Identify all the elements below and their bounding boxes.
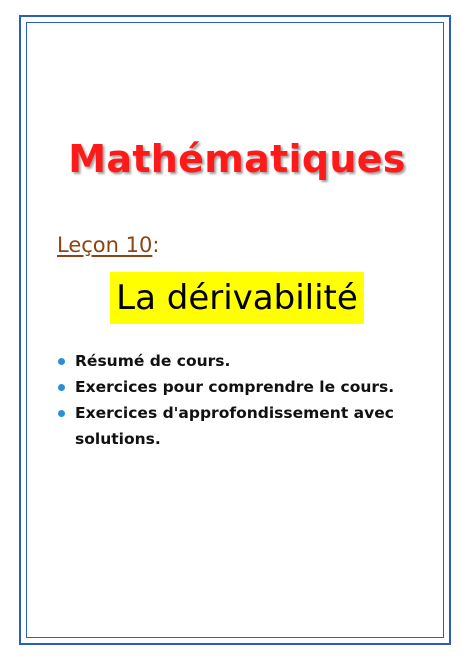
- page-border-inner: [26, 22, 444, 638]
- bullet-dot-icon: [58, 358, 65, 365]
- bullet-dot-icon: [58, 384, 65, 391]
- bullet-dot-icon: [58, 410, 65, 417]
- lesson-colon: :: [152, 233, 160, 257]
- page-title: Mathématiques: [68, 137, 406, 181]
- list-item: [58, 374, 418, 400]
- list-item-text: Exercices pour comprendre le cours.: [75, 378, 395, 396]
- subject-container: [0, 272, 474, 324]
- list-item: [58, 400, 418, 452]
- lesson-label: Leçon 10: [57, 233, 153, 257]
- lesson-heading: [57, 230, 159, 260]
- list-item-text: Exercices d'approfondissement avec solutions.: [75, 404, 394, 448]
- subject-title: La dérivabilité: [110, 272, 364, 324]
- list-item-text: Résumé de cours.: [75, 352, 231, 370]
- contents-list: [58, 348, 418, 452]
- list-item: [58, 348, 418, 374]
